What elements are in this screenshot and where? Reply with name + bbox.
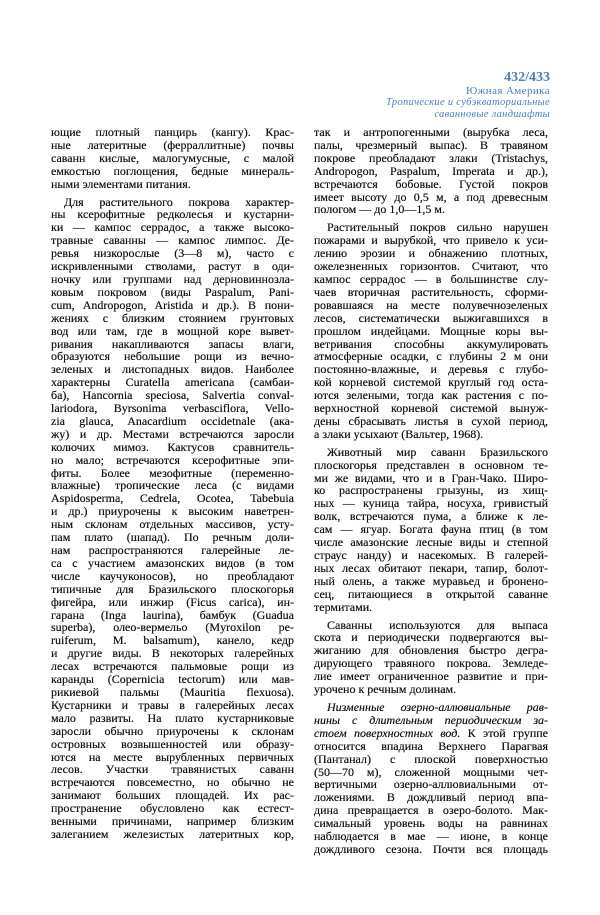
text-line: ных лесах обитают пекари, тапир, болот- xyxy=(314,560,548,575)
paragraph xyxy=(314,221,548,440)
text-line: zia glauca, Anacardium occidetnale (ака- xyxy=(51,413,294,428)
section-title-line-2: саванновые ландшафты xyxy=(434,109,550,120)
text-line: покрове преобладают злаки (Tristachys, xyxy=(314,150,548,165)
running-header xyxy=(386,70,550,121)
text-line: образуются небольшие рощи из вечно- xyxy=(51,349,294,364)
text-line: волк, встречаются пума, а ближе к ле- xyxy=(314,509,548,524)
text-line: рикиевой пальмы (Mauritia flexuosa). xyxy=(51,684,294,699)
text-line: Для растительного покрова характер- xyxy=(64,194,294,209)
text-line: кампос серрадос — в большинстве слу- xyxy=(314,271,548,286)
text-line: влажные) тропические леса (с видами xyxy=(51,478,294,493)
text-line: ющие плотный панцирь (кангу). Крас- xyxy=(51,125,294,139)
text-line: колючих мимоз. Кактусов сравнитель- xyxy=(51,439,294,454)
text-line: травные саванны — кампос лимпос. Де- xyxy=(51,233,294,248)
text-line: ных — куница тайра, носуха, гривистый xyxy=(314,496,548,511)
text-line: урочено к речным долинам. xyxy=(314,682,457,697)
text-line: прошлом индейцами. Мощные коры вы- xyxy=(314,323,548,338)
paragraph xyxy=(51,126,294,191)
text-line: симальный уровень воды на равнинах xyxy=(314,816,548,831)
text-line: имеет высоту до 0,5 м, а под древесным xyxy=(314,189,548,204)
text-line: superba), олео-вермельо (Myroxilon pe- xyxy=(51,620,294,635)
text-line: Растительный покров сильно нарушен xyxy=(327,220,548,235)
text-line: ветривания способны аккумулировать xyxy=(314,336,548,351)
text-line: лению эрозии и обнажению плотных, xyxy=(314,246,548,261)
paragraph xyxy=(314,446,548,614)
text-line: жу) и др. Местами встречаются заросли xyxy=(51,426,294,441)
text-line: встречаются бобовые. Густой покров xyxy=(314,176,548,191)
text-line: ревья низкорослые (3—8 м), часто с xyxy=(51,246,294,261)
text-line: пространение обусловлено как естест- xyxy=(51,801,294,816)
text-line: ным склонам отдельных массивов, усту- xyxy=(51,517,294,532)
text-line: жиганию для обновления быстро дегра- xyxy=(314,643,548,658)
paragraph xyxy=(51,196,294,841)
text-line: lariodora, Byrsonima verbasciflora, Vello- xyxy=(51,401,294,416)
text-line: кой корневой системой круглый год оста- xyxy=(314,375,548,390)
text-line: лесах встречаются пальмовые рощи из xyxy=(51,659,294,674)
text-line: фигейра, или инжир (Ficus carica), ин- xyxy=(51,594,294,609)
text-line: cum, Andropogon, Aristida и др.). В пони- xyxy=(51,297,294,312)
text-line: встречаются повсеместно, но обычно не xyxy=(51,775,294,790)
text-line: ривания накапливаются запасы влаги, xyxy=(51,336,294,351)
text-line: зеленых и листопадных видов. Наиболее xyxy=(51,362,294,377)
text-line: наблюдается в мае — июне, в конце xyxy=(314,829,548,844)
paragraph xyxy=(314,619,548,696)
text-line: фиты. Более мезофитные (переменно- xyxy=(51,465,294,480)
text-line: ный олень, а также муравьед и бронено- xyxy=(314,573,548,588)
text-line: занимают больших площадей. Их рас- xyxy=(51,788,294,803)
text-line: ко распространены грызуны, из хищ- xyxy=(314,483,548,498)
text-line: ки — кампос серрадос, а также высоко- xyxy=(51,220,294,235)
text-line: саванн кислые, малогумусные, с малой xyxy=(51,150,294,165)
text-line: и др.) приурочены к высоким наветрен- xyxy=(51,504,294,519)
text-line: сец, питающиеся в открытой саванне xyxy=(314,586,548,601)
text-line: дождливого сезона. Почти вся площадь xyxy=(314,841,548,856)
text-line: ны ксерофитные редколесья и кустарни- xyxy=(51,207,294,222)
text-line: заросли обычно приурочены к склонам xyxy=(51,723,294,738)
text-line: жениях с близким стоянием грунтовых xyxy=(51,310,294,325)
text-line: ными элементами питания. xyxy=(51,176,191,191)
text-line: венными причинами, например близким xyxy=(51,814,294,829)
text-line: лие имеет ограниченное развитие и при- xyxy=(314,669,548,684)
text-line: Кустарники и травы в галерейных лесах xyxy=(51,697,294,712)
text-line: Саванны используются для выпаса xyxy=(327,617,548,632)
text-line: ные латеритные (ферраллитные) почвы xyxy=(51,137,294,152)
text-line: ложениями. В дождливый период впа- xyxy=(314,790,548,805)
text-line: числе амазонские лесные виды и степной xyxy=(314,535,548,550)
text-line: дина превращается в озеро-болото. Мак- xyxy=(314,803,548,818)
text-line: залеганием железистых латеритных кор, xyxy=(51,826,294,841)
text-line: ожелезненных горизонтов. Считают, что xyxy=(314,259,548,274)
text-line: искривленными стволами, растут в оди- xyxy=(51,259,294,274)
right-column xyxy=(314,126,548,861)
text-line: а злаки усыхают (Вальтер, 1968). xyxy=(314,426,484,441)
text-line: пожарами и вырубкой, что привело к уси- xyxy=(314,233,548,248)
text-line: ются зелеными, тогда как растения с по- xyxy=(314,388,548,403)
text-line: термитами. xyxy=(314,599,373,614)
text-line: нам распространяются галерейные ле- xyxy=(51,543,294,557)
text-line: каранды (Copernicia tectorum) или мав- xyxy=(51,672,294,687)
text-line: Низменные озерно-аллювиальные рав- xyxy=(327,699,548,714)
text-line: плоскогорья представлен в основном те- xyxy=(314,457,548,472)
text-line: и другие виды. В некоторых галерейных xyxy=(51,646,294,661)
text-line: лесов. Участки травянистых саванн xyxy=(51,762,294,777)
text-line: Andropogon, Paspalum, Imperata и др.), xyxy=(314,163,548,178)
text-line: но мало; встречаются ксерофитные эпи- xyxy=(51,452,294,467)
text-line: вертичными озерно-аллювиальными от- xyxy=(314,777,548,792)
text-line: ruiferum, M. balsamum), канело, кедр xyxy=(51,633,294,648)
chapter-title: Южная Америка xyxy=(465,85,550,97)
text-line: ровавшаяся на месте полувечнозеленых xyxy=(314,297,548,312)
text-line: постоянно-влажные, и деревья с глубо- xyxy=(314,362,548,377)
text-line: типичные для Бразильского плоскогорья xyxy=(51,581,294,596)
text-line: палы, чрезмерный выпас). В травяном xyxy=(314,137,548,152)
text-line: относится впадина Верхнего Парагвая xyxy=(314,738,548,753)
text-line: емкостью поглощения, бедные минераль- xyxy=(51,163,294,178)
paragraph xyxy=(314,126,548,216)
section-title-line-1: Тропические и субэкваториальные xyxy=(386,97,550,108)
text-line: ба), Hancornia speciosa, Salvertia conval- xyxy=(51,388,294,403)
text-line: пологом — до 1,0—1,5 м. xyxy=(314,202,445,217)
text-line: вод или там, где в мощной коре вывет- xyxy=(51,323,294,338)
text-line: ночку или группами над дерновиннозла- xyxy=(51,271,294,286)
text-line: мало развиты. На плато кустарниковые xyxy=(51,710,294,725)
italic-heading-text: стоем поверхностных вод. xyxy=(314,725,461,740)
text-line: (Пантанал) с плоской поверхностью xyxy=(314,751,548,766)
text-line: дирующего травяного покрова. Земледе- xyxy=(314,656,548,671)
text-line: пам плато (шапад). По речным доли- xyxy=(51,530,294,545)
text-line: характерны Curatella americana (самбаи- xyxy=(51,375,294,390)
text-line: атмосферные осадки, с глубины 2 м они xyxy=(314,349,548,364)
left-column xyxy=(51,126,294,846)
text-line: верхностной корневой системой вынуж- xyxy=(314,401,548,416)
text-line: лесов, систематически выжигавшихся в xyxy=(314,310,548,325)
text-line: ми же видами, что и в Гран-Чако. Широ- xyxy=(314,470,548,485)
text-line: островных возвышенностей или образу- xyxy=(51,736,294,751)
text-line: Животный мир саванн Бразильского xyxy=(327,444,548,459)
text-line: чаев вторичная растительность, сформи- xyxy=(314,284,548,299)
text-line xyxy=(314,727,548,740)
text-line: сам — ягуар. Богата фауна птиц (в том xyxy=(314,522,548,537)
text-line: Aspidosperma, Cedrela, Ocotea, Tabebuia xyxy=(51,491,294,506)
text-line: страус нанду) и насекомых. В галерей- xyxy=(314,548,548,562)
text-line: са с участием амазонских видов (в том xyxy=(51,555,294,570)
text-line: (50—70 м), сложенной мощными чет- xyxy=(314,764,548,779)
text-line: дены сбрасывать листья в сухой период, xyxy=(314,413,548,428)
text-line: так и антропогенными (вырубка леса, xyxy=(314,125,548,139)
text-line: ковым покровом (виды Paspalum, Pani- xyxy=(51,284,294,299)
text-line: нины с длительным периодическим за- xyxy=(314,712,548,727)
text-line: гарана (Inga laurina), бамбук (Guadua xyxy=(51,607,294,622)
body-text: К этой группе xyxy=(460,725,548,740)
text-line: ются на месте вырубленных первичных xyxy=(51,749,294,764)
page-numbers: 432/433 xyxy=(504,70,550,85)
paragraph xyxy=(314,701,548,856)
text-line: скота и периодически подвергаются вы- xyxy=(314,630,548,645)
text-line: числе каучуконосов), но преобладают xyxy=(51,568,294,583)
